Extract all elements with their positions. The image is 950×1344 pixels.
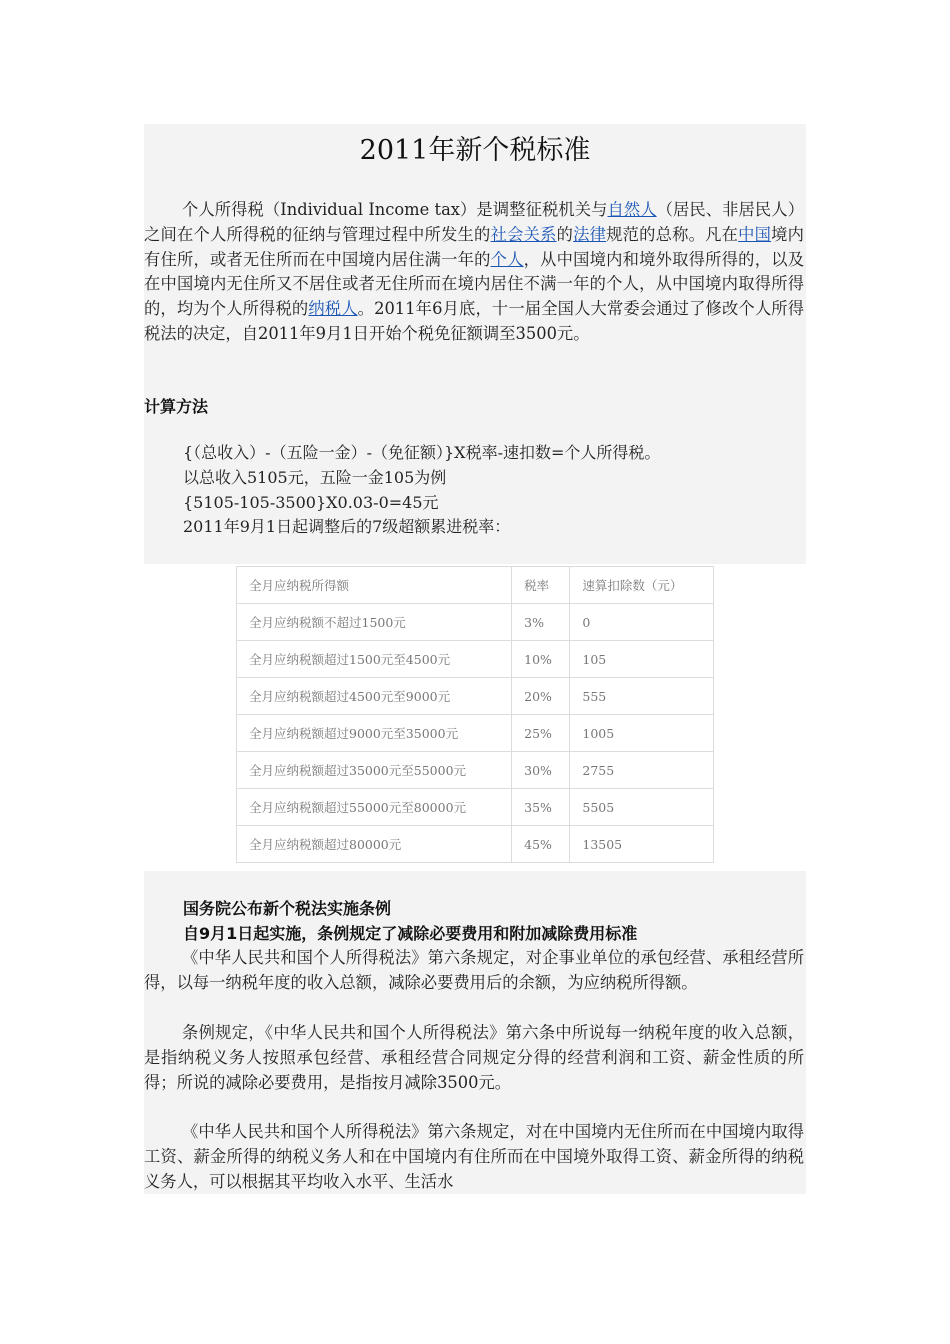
intro-text: 规范的总称。凡在 (606, 224, 739, 244)
cell-deduction: 5505 (570, 789, 714, 826)
link-taxpayer[interactable]: 纳税人 (308, 299, 358, 319)
intro-paragraph (144, 198, 804, 347)
header-deduction: 速算扣除数（元） (570, 567, 714, 604)
cell-income: 全月应纳税额超过9000元至35000元 (237, 715, 512, 752)
intro-text: （居民、非居民人）之间在个人所得税的征纳与管理过程中所发生的 (144, 200, 804, 244)
section2-paragraph-2: 条例规定，《中华人民共和国个人所得税法》第六条中所说每一纳税年度的收入总额，是指纳税义务人按照承包经营、承租经营合同规定分得的经营利润和工资、薪金性质的所得；所说的减除必要费用，是指按月减除3500元。 (144, 1023, 804, 1092)
calc-example-result: {5105-105-3500}X0.03-0=45元 (183, 492, 439, 512)
cell-rate: 10% (512, 641, 570, 678)
link-law[interactable]: 法律 (573, 224, 607, 244)
cell-deduction: 2755 (570, 752, 714, 789)
intro-text: 。2011年6月底，十一届全国人大常委会通过了修改个人所得税法的决定，自2011年9月1日开始个税免征额调至3500元。 (144, 299, 804, 343)
cell-rate: 20% (512, 678, 570, 715)
link-social-relations[interactable]: 社会关系 (490, 224, 557, 244)
cell-rate: 30% (512, 752, 570, 789)
tax-rate-table (236, 566, 714, 863)
section2-subheading: 自9月1日起实施，条例规定了减除必要费用和附加减除费用标准 (183, 924, 638, 943)
link-china[interactable]: 中国 (738, 224, 772, 244)
cell-income: 全月应纳税额超过35000元至55000元 (237, 752, 512, 789)
cell-income: 全月应纳税额超过80000元 (237, 826, 512, 863)
intro-text: 的 (556, 224, 574, 244)
cell-income: 全月应纳税额超过1500元至4500元 (237, 641, 512, 678)
cell-income: 全月应纳税额超过4500元至9000元 (237, 678, 512, 715)
cell-rate: 35% (512, 789, 570, 826)
calc-rate-intro: 2011年9月1日起调整后的7级超额累进税率： (183, 517, 511, 537)
cell-deduction: 13505 (570, 826, 714, 863)
table-header-row (237, 567, 714, 604)
table-row (237, 604, 714, 641)
section2-paragraph-1: 《中华人民共和国个人所得税法》第六条规定，对企事业单位的承包经营、承租经营所得，以每一纳税年度的收入总额，减除必要费用后的余额，为应纳税所得额。 (144, 948, 804, 992)
table-row (237, 678, 714, 715)
cell-deduction: 555 (570, 678, 714, 715)
link-natural-person[interactable]: 自然人 (607, 200, 657, 219)
cell-rate: 3% (512, 604, 570, 641)
calc-lines (183, 441, 660, 540)
cell-income: 全月应纳税额不超过1500元 (237, 604, 512, 641)
section2-heading: 国务院公布新个税法实施条例 (183, 899, 392, 918)
cell-rate: 25% (512, 715, 570, 752)
cell-deduction: 0 (570, 604, 714, 641)
header-income: 全月应纳税所得额 (237, 567, 512, 604)
section2-paragraph-3: 《中华人民共和国个人所得税法》第六条规定，对在中国境内无住所而在中国境内取得工资、薪金所得的纳税义务人和在中国境内有住所而在中国境外取得工资、薪金所得的纳税义务人，可以根据其平均收入水平、生活水 (144, 1122, 804, 1191)
calc-example: 以总收入5105元，五险一金105为例 (183, 467, 447, 487)
intro-text: ，从中国境内和境外取得所得的，以及在中国境内无住所又不居住或者无住所而在境内居住不满一年的个人，从中国境内取得所得的，均为个人所得税的 (144, 249, 804, 319)
cell-deduction: 1005 (570, 715, 714, 752)
table-row (237, 715, 714, 752)
calc-formula: {（总收入）-（五险一金）-（免征额）}X税率-速扣数=个人所得税。 (183, 443, 661, 462)
table-row (237, 789, 714, 826)
cell-rate: 45% (512, 826, 570, 863)
calc-heading: 计算方法 (144, 397, 209, 416)
cell-income: 全月应纳税额超过55000元至80000元 (237, 789, 512, 826)
cell-deduction: 105 (570, 641, 714, 678)
link-individual[interactable]: 个人 (490, 249, 524, 269)
table-row (237, 752, 714, 789)
page-title: 2011年新个税标准 (359, 135, 591, 166)
table-row (237, 641, 714, 678)
table-row (237, 826, 714, 863)
intro-text: 境内有住所，或者无住所而在中国境内居住满一年的 (144, 224, 804, 269)
intro-text: 个人所得税（Individual Income tax）是调整征税机关与 (182, 200, 608, 219)
header-rate: 税率 (512, 567, 570, 604)
